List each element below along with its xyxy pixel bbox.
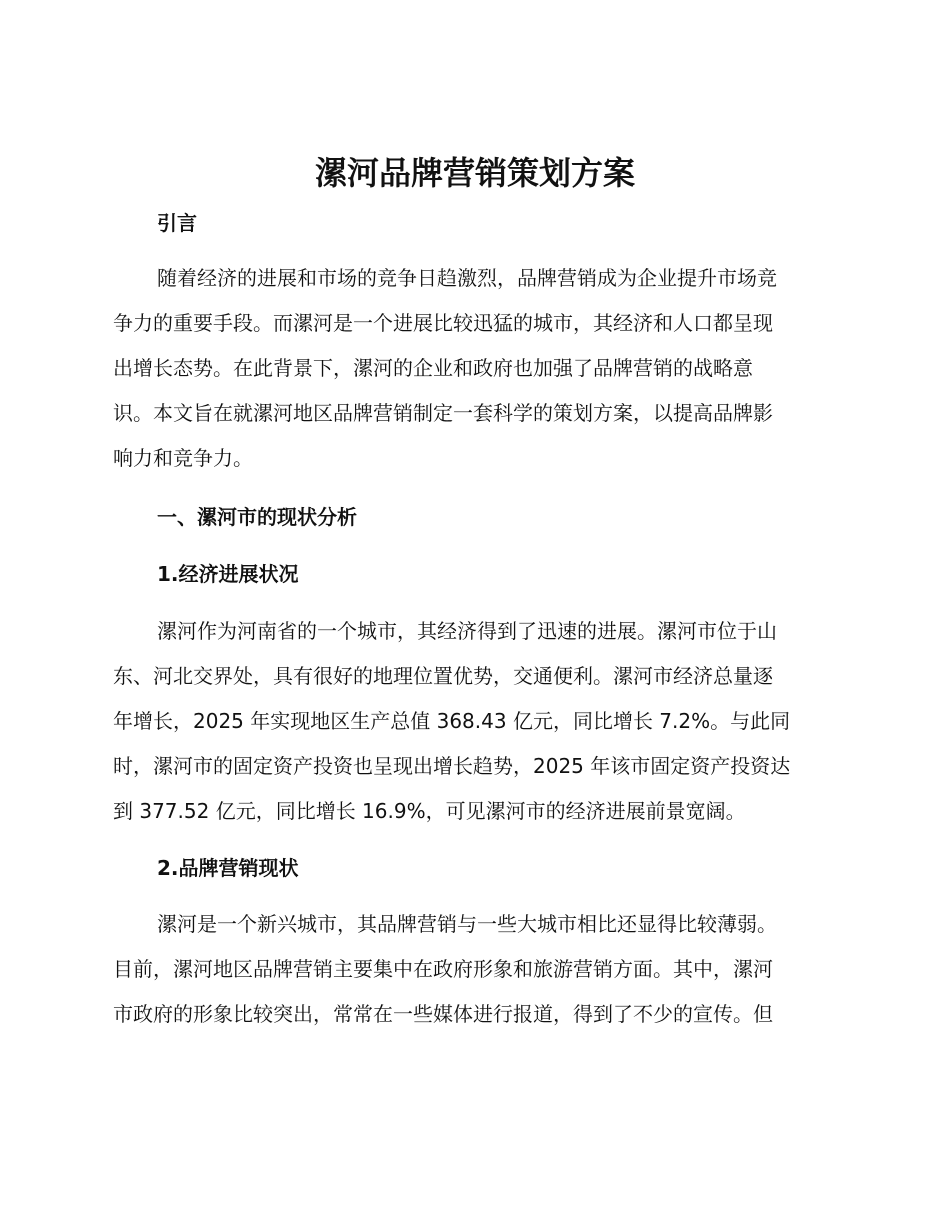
paragraph-line: 出增长态势。在此背景下，漯河的企业和政府也加强了品牌营销的战略意 (113, 356, 753, 380)
paragraph-line: 响力和竞争力。 (113, 446, 253, 470)
intro-paragraph (113, 256, 840, 481)
paragraph-line: 东、河北交界处，具有很好的地理位置优势，交通便利。漯河市经济总量逐 (113, 664, 773, 688)
sub1-heading: 1.经济进展状况 (157, 562, 299, 586)
sub1-paragraph (113, 609, 840, 834)
paragraph-line: 到 377.52 亿元，同比增长 16.9%，可见漯河市的经济进展前景宽阔。 (113, 799, 746, 823)
document-title: 漯河品牌营销策划方案 (314, 154, 635, 192)
sub2-heading: 2.品牌营销现状 (157, 856, 299, 880)
paragraph-line: 时，漯河市的固定资产投资也呈现出增长趋势，2025 年该市固定资产投资达 (113, 754, 791, 778)
paragraph-line: 随着经济的进展和市场的竞争日趋激烈，品牌营销成为企业提升市场竞 (157, 266, 777, 290)
paragraph-line: 年增长，2025 年实现地区生产总值 368.43 亿元，同比增长 7.2%。与此同 (113, 709, 791, 733)
paragraph-line: 识。本文旨在就漯河地区品牌营销制定一套科学的策划方案，以提高品牌影 (113, 401, 773, 425)
intro-heading: 引言 (157, 211, 197, 235)
section1-heading: 一、漯河市的现状分析 (157, 505, 357, 529)
paragraph-line: 漯河作为河南省的一个城市，其经济得到了迅速的进展。漯河市位于山 (157, 619, 777, 643)
paragraph-line: 漯河是一个新兴城市，其品牌营销与一些大城市相比还显得比较薄弱。 (157, 912, 777, 936)
paragraph-line: 争力的重要手段。而漯河是一个进展比较迅猛的城市，其经济和人口都呈现 (113, 311, 773, 335)
paragraph-line: 目前，漯河地区品牌营销主要集中在政府形象和旅游营销方面。其中，漯河 (113, 957, 773, 981)
sub2-paragraph (113, 902, 840, 1037)
paragraph-line: 市政府的形象比较突出，常常在一些媒体进行报道，得到了不少的宣传。但 (113, 1002, 773, 1026)
